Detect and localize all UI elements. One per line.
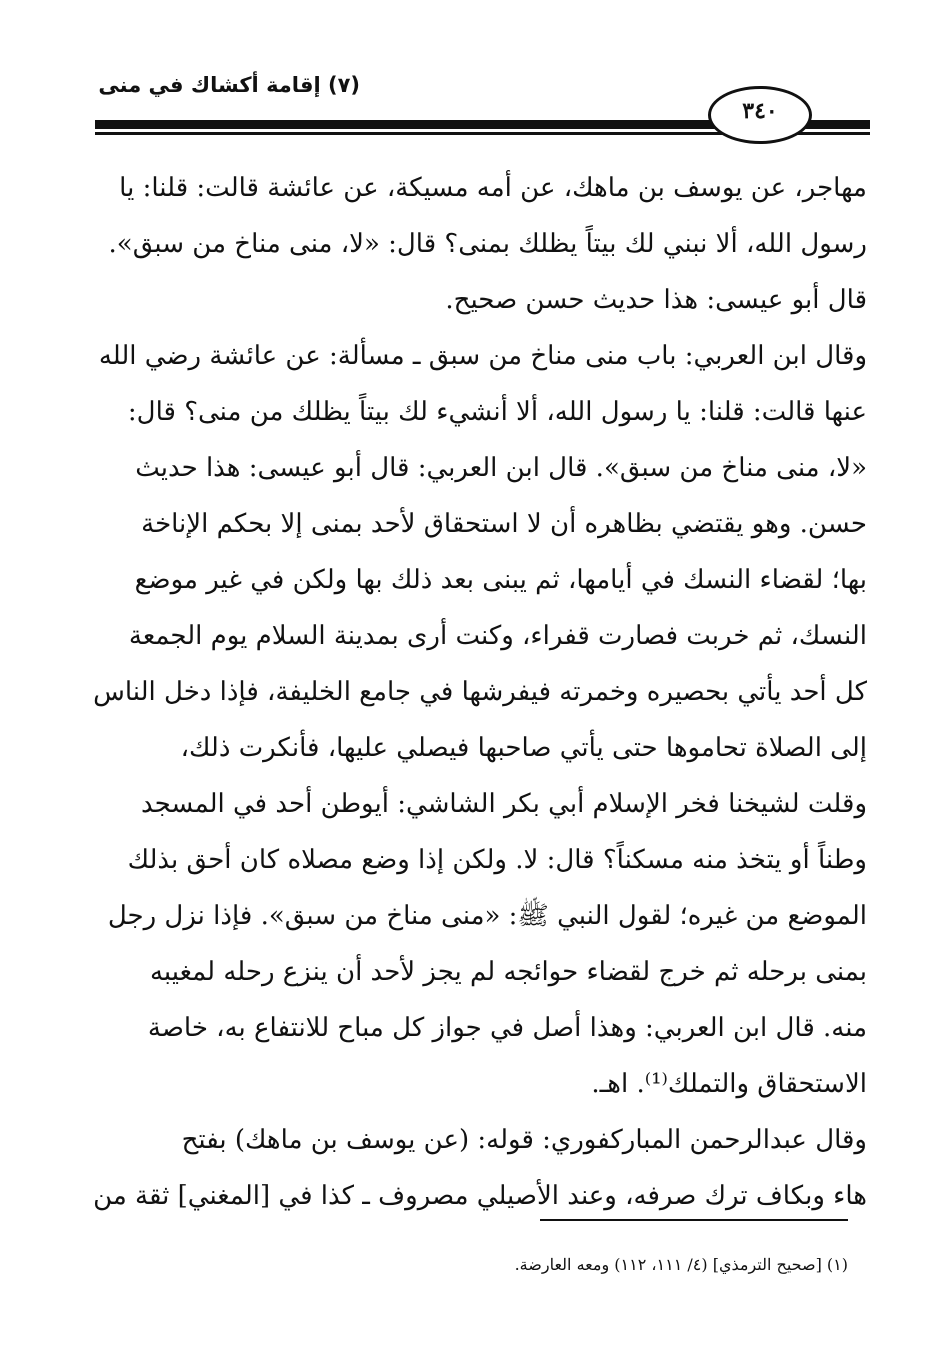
text-line: وقال عبدالرحمن المباركفوري: قوله: (عن يوسف بن ماهك) بفتح: [181, 1125, 867, 1155]
text-line: منه. قال ابن العربي: وهذا أصل في جواز كل مباح للانتفاع به، خاصة: [147, 1013, 867, 1043]
text-line: الاستحقاق والتملك⁽¹⁾. اهـ.: [591, 1069, 867, 1099]
text-line: النسك، ثم خربت فصارت قفراء، وكنت أرى بمدينة السلام يوم الجمعة: [128, 621, 867, 651]
text-line: هاء وبكاف ترك صرفه، وعند الأصيلي مصروف ـ كذا في [المغني] ثقة من: [93, 1181, 867, 1211]
text-line: حسن. وهو يقتضي بظاهره أن لا استحقاق لأحد بمنى إلا بحكم الإناخة: [141, 509, 867, 539]
text-line: قال أبو عيسى: هذا حديث حسن صحيح.: [445, 285, 867, 315]
text-line: بها؛ لقضاء النسك في أيامها، ثم يبنى بعد ذلك بها ولكن في غير موضع: [134, 565, 867, 595]
body-text: [82, 160, 867, 1224]
text-line: عنها قالت: قلنا: يا رسول الله، ألا أنشيء لك بيتاً يظلك من منى؟ قال:: [127, 397, 867, 427]
text-line: الموضع من غيره؛ لقول النبي ﷺ: «منى مناخ من سبق». فإذا نزل رجل: [107, 901, 867, 931]
running-title: (٧) إقامة أكشاك في منى: [98, 73, 360, 97]
text-line: بمنى برحله ثم خرج لقضاء حوائجه لم يجز لأحد أن ينزع رحله لمغيبه: [149, 957, 867, 987]
text-line: رسول الله، ألا نبني لك بيتاً يظلك بمنى؟ قال: «لا، منى مناخ من سبق».: [108, 229, 867, 259]
footnote: (١) [صحيح الترمذي] (٤/ ١١١، ١١٢) ومعه العارضة.: [514, 1255, 848, 1274]
text-line: «لا، منى مناخ من سبق». قال ابن العربي: قال أبو عيسى: هذا حديث: [135, 453, 867, 483]
footnote-rule: [540, 1219, 848, 1221]
text-line: مهاجر، عن يوسف بن ماهك، عن أمه مسيكة، عن عائشة قالت: قلنا: يا: [119, 173, 867, 203]
text-line: كل أحد يأتي بحصيره وخمرته فيفرشها في جامع الخليفة، فإذا دخل الناس: [93, 677, 867, 707]
text-line: وقال ابن العربي: باب منى مناخ من سبق ـ مسألة: عن عائشة رضي الله: [98, 341, 867, 371]
page-number: ٣٤٠: [708, 86, 812, 144]
text-line: إلى الصلاة تحاموها حتى يأتي صاحبها فيصلي عليها، فأنكرت ذلك،: [180, 733, 867, 763]
text-line: وقلت لشيخنا فخر الإسلام أبي بكر الشاشي: أيوطن أحد في المسجد: [140, 789, 867, 819]
text-line: وطناً أو يتخذ منه مسكناً؟ قال: لا. ولكن إذا وضع مصلاه كان أحق بذلك: [127, 845, 867, 875]
